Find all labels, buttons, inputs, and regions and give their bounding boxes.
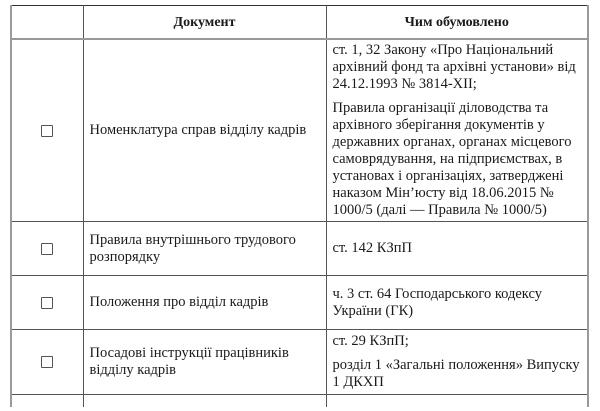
document-cell: Посадові інструкції працівників відділу кадрів bbox=[83, 330, 326, 395]
header-checkbox bbox=[11, 6, 83, 40]
header-basis: Чим обумовлено bbox=[326, 6, 588, 40]
header-document: Документ bbox=[83, 6, 326, 40]
basis-text: ст. 142 КЗпП bbox=[332, 240, 412, 256]
checkbox-cell bbox=[11, 39, 83, 222]
table-row bbox=[11, 39, 588, 222]
basis-cell bbox=[326, 39, 588, 222]
checkbox-job-descriptions[interactable] bbox=[41, 356, 53, 368]
table-row bbox=[11, 330, 588, 395]
checkbox-hr-regulation[interactable] bbox=[41, 297, 53, 309]
table-header-row bbox=[11, 6, 588, 40]
checkbox-cell bbox=[11, 222, 83, 276]
empty-cell bbox=[83, 395, 326, 408]
basis-text: Правила організації діловодства та архівного зберігання документів у державних органах, органах місцевого самоврядування, на підприємствах, в установах і організаціях, затверджені наказом Мін’юсту від 18.06.2015 № 1000/5 (далі — Правила № 1000/5) bbox=[332, 100, 572, 218]
checkbox-cell bbox=[11, 276, 83, 330]
basis-text: ст. 29 КЗпП; bbox=[332, 333, 409, 349]
checkbox-internal-rules[interactable] bbox=[41, 243, 53, 255]
basis-cell bbox=[326, 330, 588, 395]
basis-text: ч. 3 ст. 64 Господарського кодексу України (ГК) bbox=[332, 285, 542, 319]
table-row-partial bbox=[11, 395, 588, 408]
table-row bbox=[11, 222, 588, 276]
basis-cell bbox=[326, 276, 588, 330]
document-cell: Положення про відділ кадрів bbox=[83, 276, 326, 330]
table-row bbox=[11, 276, 588, 330]
basis-text: ст. 1, 32 Закону «Про Національний архівний фонд та архівні установи» від 24.12.1993 № 3814-XII; bbox=[332, 42, 576, 92]
document-cell: Правила внутрішнього трудового розпорядку bbox=[83, 222, 326, 276]
document-checklist-table bbox=[10, 5, 589, 407]
basis-text: розділ 1 «Загальні положення» Випуску 1 ДКХП bbox=[332, 357, 580, 390]
checkbox-cell bbox=[11, 330, 83, 395]
document-cell: Номенклатура справ відділу кадрів bbox=[83, 39, 326, 222]
checkbox-nomenclature[interactable] bbox=[41, 125, 53, 137]
empty-cell bbox=[326, 395, 588, 408]
basis-cell bbox=[326, 222, 588, 276]
empty-cell bbox=[11, 395, 83, 408]
